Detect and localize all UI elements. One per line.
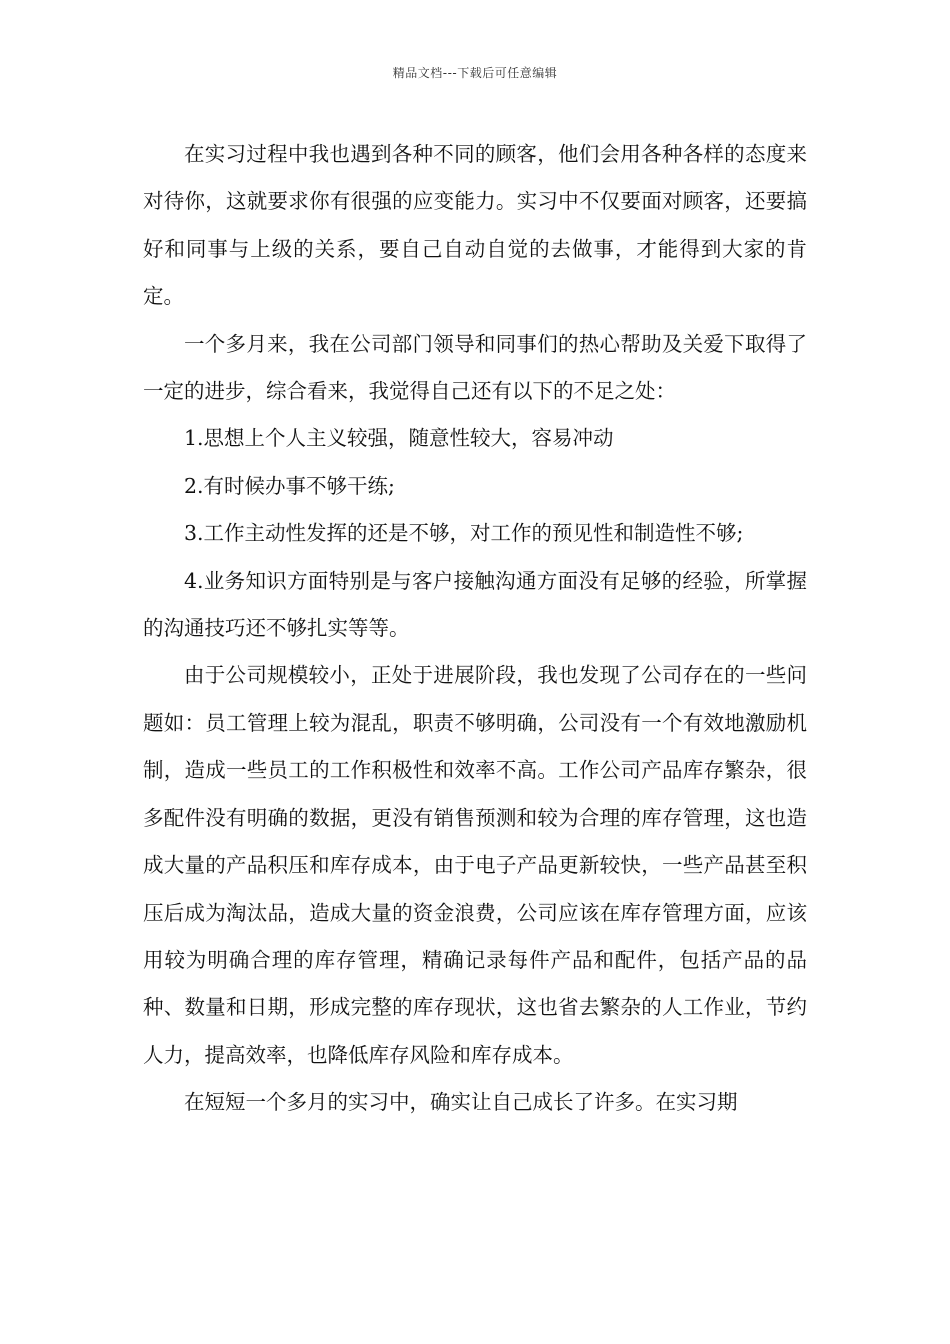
paragraph-progress: 一个多月来，我在公司部门领导和同事们的热心帮助及关爱下取得了一定的进步，综合看来，我觉得自己还有以下的不足之处： xyxy=(143,331,807,404)
list-item-4: 4.业务知识方面特别是与客户接触沟通方面没有足够的经验，所掌握的沟通技巧还不够扎实等等。 xyxy=(143,568,807,641)
paragraph-company-issues: 由于公司规模较小，正处于进展阶段，我也发现了公司存在的一些问题如：员工管理上较为混乱，职责不够明确，公司没有一个有效地激励机制，造成一些员工的工作积极性和效率不高。工作公司产品库存繁杂，很多配件没有明确的数据，更没有销售预测和较为合理的库存管理，这也造成大量的产品积压和库存成本，由于电子产品更新较快，一些产品甚至积压后成为淘汰品，造成大量的资金浪费，公司应该在库存管理方面，应该用较为明确合理的库存管理，精确记录每件产品和配件，包括产品的品种、数量和日期，形成完整的库存现状，这也省去繁杂的人工作业，节约人力，提高效率，也降低库存风险和库存成本。 xyxy=(143,663,807,1067)
list-item-3: 3.工作主动性发挥的还是不够，对工作的预见性和制造性不够; xyxy=(184,521,744,546)
paragraph-customers: 在实习过程中我也遇到各种不同的顾客，他们会用各种各样的态度来对待你，这就要求你有很强的应变能力。实习中不仅要面对顾客，还要搞好和同事与上级的关系，要自己自动自觉的去做事，才能得到大家的肯定。 xyxy=(143,142,807,309)
document-body xyxy=(143,131,807,1127)
page-header: 精品文档---下载后可任意编辑 xyxy=(392,66,558,80)
list-item-1: 1.思想上个人主义较强，随意性较大，容易冲动 xyxy=(184,426,614,451)
paragraph-growth: 在短短一个多月的实习中，确实让自己成长了许多。在实习期 xyxy=(184,1090,738,1115)
list-item-2: 2.有时候办事不够干练; xyxy=(184,473,395,498)
